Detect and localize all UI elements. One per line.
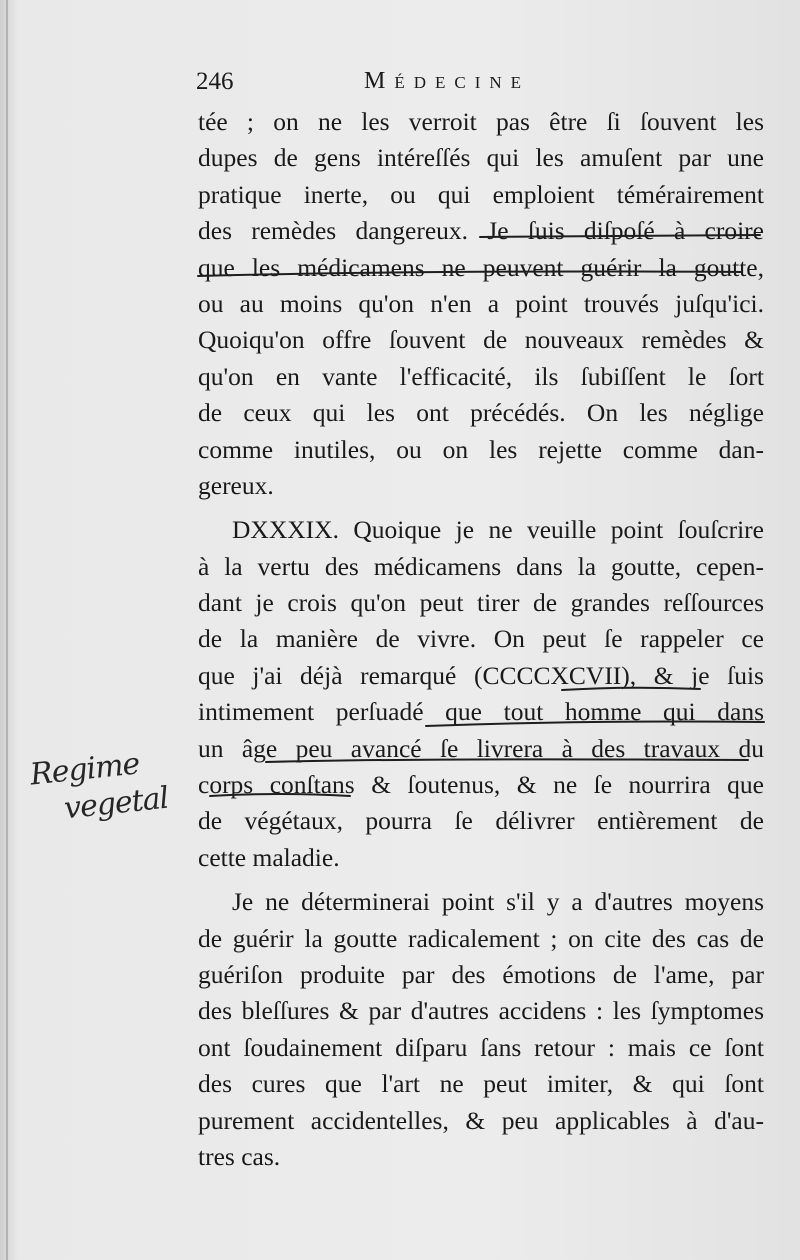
text-line: qu'on en vante l'efficacité, ils ſubiſſent le ſort [198, 361, 764, 391]
text-line: un âge peu avancé ſe livrera à des travaux du [198, 733, 764, 763]
text-line: que les médicamens ne peuvent guérir la goutte, [198, 252, 764, 282]
margin-note: Regime [28, 746, 141, 793]
paragraph-gap [198, 504, 764, 512]
text-line: des bleſſures & par d'autres accidens : les ſymptomes [198, 996, 764, 1026]
running-title: Médecine [364, 68, 531, 94]
text-line: ont ſoudainement diſparu ſans retour : mais ce ſont [198, 1032, 764, 1062]
text-line: tres cas. [198, 1141, 281, 1171]
body-text [198, 104, 764, 1175]
page-edge [6, 0, 8, 1260]
text-line: dupes de gens intéreſſés qui les amuſent par une [198, 143, 764, 173]
margin-note: vegetal [62, 780, 170, 827]
text-line: pratique inerte, ou qui emploient témérairement [198, 179, 764, 209]
text-line: de la manière de vivre. On peut ſe rappeler ce [198, 624, 764, 654]
text-line: Je ne déterminerai point s'il y a d'autres moyens [232, 887, 764, 917]
text-line: de guérir la goutte radicalement ; on cite des cas de [198, 923, 764, 953]
text-line: tée ; on ne les verroit pas être ſi ſouvent les [198, 107, 764, 136]
text-line: intimement perſuadé que tout homme qui dans [198, 697, 764, 727]
text-line: que j'ai déjà remarqué (CCCCXCVII), & je ſuis [198, 660, 764, 690]
text-line: des remèdes dangereux. Je ſuis diſpoſé à croire [198, 216, 764, 246]
running-head [196, 64, 776, 100]
page-number: 246 [196, 68, 234, 95]
text-line: purement accidentelles, & peu applicables à d'au- [198, 1105, 764, 1135]
text-line: de végétaux, pourra ſe délivrer entièrement de [198, 806, 764, 836]
text-line: cette maladie. [198, 842, 340, 872]
text-line: Quoiqu'on offre ſouvent de nouveaux remèdes & [198, 325, 764, 355]
text-line: ou au moins qu'on n'en a point trouvés juſqu'ici. [198, 288, 764, 318]
text-line: dant je crois qu'on peut tirer de grandes reſſources [198, 588, 764, 618]
text-line: de ceux qui les ont précédés. On les néglige [198, 398, 764, 428]
text-line: à la vertu des médicamens dans la goutte, cepen- [198, 551, 764, 581]
text-line: des cures que l'art ne peut imiter, & qui ſont [198, 1069, 764, 1099]
text-line: DXXXIX. Quoique je ne veuille point ſouſcrire [232, 515, 764, 545]
text-line: corps conſtans & ſoutenus, & ne ſe nourrira que [198, 770, 764, 800]
text-line: comme inutiles, ou on les rejette comme dan- [198, 434, 764, 464]
text-line: guériſon produite par des émotions de l'ame, par [198, 959, 764, 989]
paragraph-gap [198, 876, 764, 884]
text-line: gereux. [198, 470, 274, 500]
